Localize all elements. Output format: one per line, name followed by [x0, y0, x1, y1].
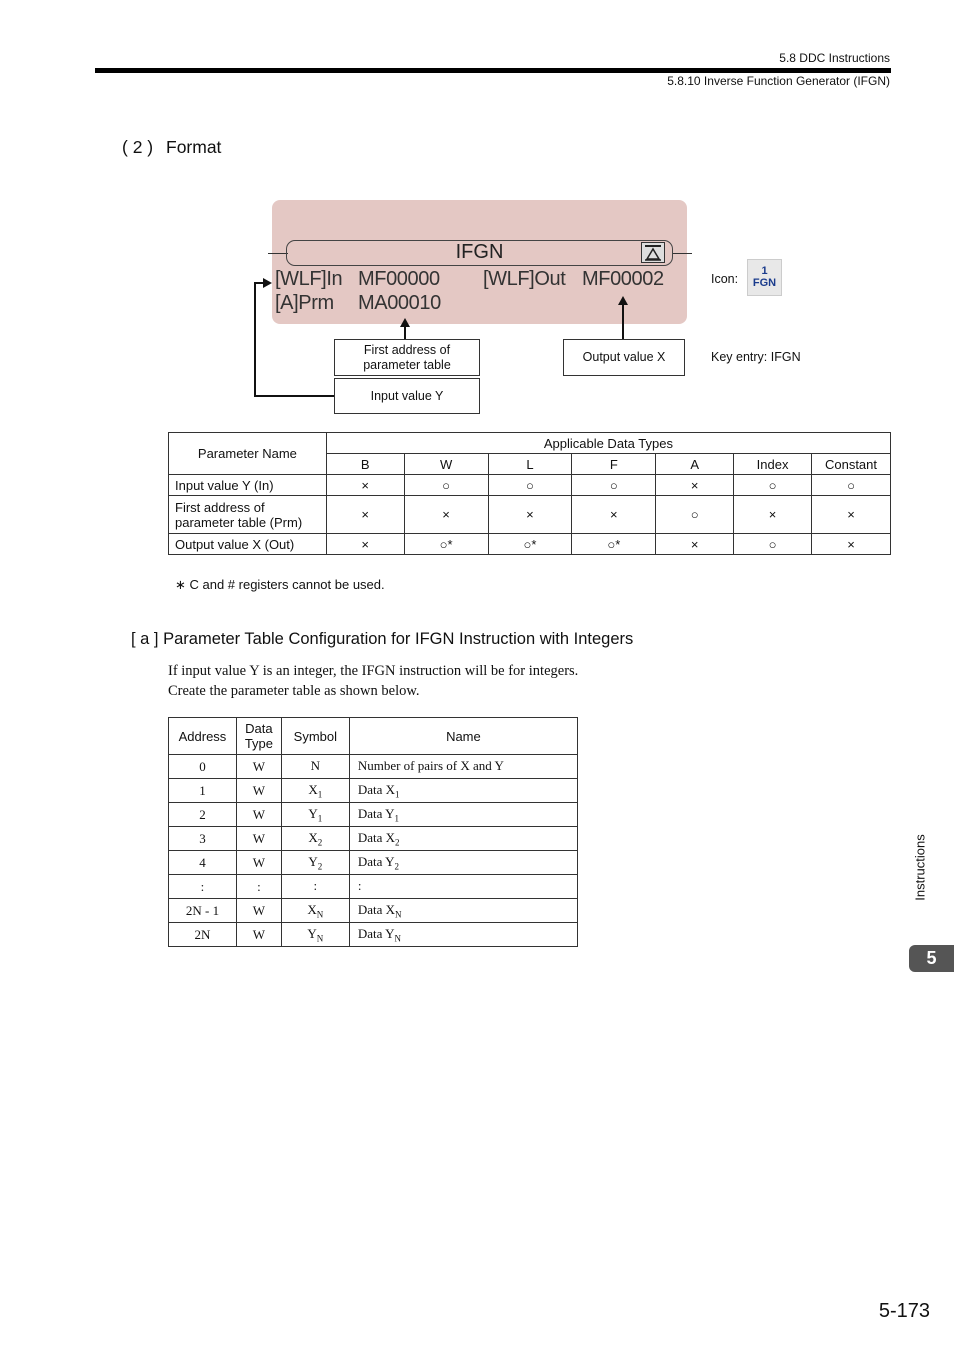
icon-label: Icon: — [711, 272, 739, 286]
col-header: L — [488, 454, 572, 475]
prm-value: MA00010 — [358, 292, 441, 314]
cell-text: W — [252, 758, 266, 774]
cell: ○* — [572, 534, 656, 555]
cell: × — [656, 534, 734, 555]
format-heading — [122, 137, 221, 158]
table-row — [169, 779, 578, 803]
address-cell — [169, 755, 237, 779]
table-row — [169, 534, 891, 555]
data-types-table — [168, 432, 891, 555]
address-cell — [169, 827, 237, 851]
address-cell — [169, 851, 237, 875]
cell-text: Data Y — [357, 925, 395, 941]
cell-text: X — [308, 781, 318, 797]
cell-text: W — [252, 926, 266, 942]
prm-arrow-line — [404, 326, 406, 339]
cell: × — [488, 496, 572, 534]
cell: ○ — [488, 475, 572, 496]
cell: × — [734, 496, 812, 534]
name-cell — [349, 899, 577, 923]
table-row — [169, 851, 578, 875]
subscript: 2 — [395, 837, 400, 848]
param-name-header: Parameter Name — [169, 433, 327, 475]
subscript: 2 — [317, 861, 323, 872]
in-value: MF00000 — [358, 268, 440, 290]
col-header: B — [326, 454, 404, 475]
header-rule — [95, 68, 891, 73]
cell: × — [656, 475, 734, 496]
cell-text: Y — [307, 925, 317, 941]
address-cell — [169, 899, 237, 923]
table-row — [169, 923, 578, 947]
fgn-icon-top: 1 — [761, 265, 768, 277]
symbol-cell — [281, 755, 349, 779]
name-cell — [349, 875, 577, 899]
cell: ○ — [734, 534, 812, 555]
out-value: MF00002 — [582, 268, 664, 290]
name-cell — [349, 803, 577, 827]
cell: × — [326, 475, 404, 496]
running-header-section: 5.8 DDC Instructions — [779, 51, 890, 65]
row-name: Output value X (Out) — [169, 534, 327, 555]
cell: × — [326, 496, 404, 534]
format-heading-title: Format — [166, 137, 222, 157]
cell-text: Y — [308, 805, 318, 821]
paragraph-line: Create the parameter table as shown below. — [168, 683, 420, 699]
fgn-icon-bottom: FGN — [752, 277, 777, 289]
name-cell — [349, 779, 577, 803]
cell: × — [326, 534, 404, 555]
cell-text: Number of pairs of X and Y — [357, 757, 504, 773]
cell-text: W — [252, 806, 266, 822]
table-row — [169, 755, 578, 779]
table-row — [169, 875, 578, 899]
col-header: A — [656, 454, 734, 475]
out-label: [WLF]Out — [483, 268, 566, 290]
cell-text: Data X — [357, 901, 395, 917]
cell-text: W — [252, 902, 266, 918]
chapter-tab: 5 — [909, 945, 954, 972]
out-callout-text: Output value X — [582, 350, 666, 364]
cell-text: Data Y — [357, 805, 395, 821]
cell: ○ — [404, 475, 488, 496]
data-type-cell — [236, 803, 281, 827]
side-tab — [905, 820, 935, 920]
subscript: N — [394, 933, 402, 944]
cell: ○ — [572, 475, 656, 496]
cell-text: : — [357, 877, 362, 893]
cell-text: N — [310, 757, 321, 773]
subscript: 1 — [394, 813, 400, 824]
table-row — [169, 803, 578, 827]
subscript: N — [316, 909, 324, 920]
data-type-cell — [236, 779, 281, 803]
trigger-icon — [641, 242, 665, 263]
data-type-cell — [236, 827, 281, 851]
name-cell — [349, 851, 577, 875]
prm-callout — [334, 339, 480, 376]
cell-text: : — [257, 878, 261, 894]
fgn-icon — [747, 259, 782, 296]
paragraph-line: If input value Y is an integer, the IFGN instruction will be for integers. — [168, 663, 579, 679]
out-callout — [563, 339, 685, 376]
format-heading-number: ( 2 ) — [122, 137, 154, 157]
cell: × — [812, 496, 891, 534]
key-entry: Key entry: IFGN — [711, 350, 801, 364]
cell: × — [404, 496, 488, 534]
footnote: ∗ C and # registers cannot be used. — [175, 577, 385, 592]
data-type-cell — [236, 755, 281, 779]
col-header: Index — [734, 454, 812, 475]
address-cell — [169, 875, 237, 899]
block-title: IFGN — [455, 241, 504, 263]
cell: × — [812, 534, 891, 555]
col-header: F — [572, 454, 656, 475]
header-data-type: Data Type — [236, 718, 281, 755]
data-type-cell — [236, 851, 281, 875]
in-arrow-horizontal — [254, 395, 334, 397]
cell-text: 4 — [199, 854, 206, 870]
cell: ○ — [656, 496, 734, 534]
cell-text: 2N - 1 — [185, 902, 220, 918]
symbol-cell — [281, 851, 349, 875]
header-address: Address — [169, 718, 237, 755]
cell-text: 2 — [199, 806, 206, 822]
cell-text: Y — [308, 853, 318, 869]
page-number: 5-173 — [878, 1300, 930, 1322]
cell-text: Data X — [357, 781, 395, 797]
subscript: N — [395, 909, 402, 920]
row-name: First address of parameter table (Prm) — [169, 496, 327, 534]
cell-text: W — [252, 854, 266, 870]
name-cell — [349, 755, 577, 779]
subscript: N — [316, 933, 324, 944]
header-symbol: Symbol — [281, 718, 349, 755]
cell-text: X — [307, 901, 317, 917]
cell-text: W — [252, 782, 266, 798]
name-cell — [349, 923, 577, 947]
col-header: W — [404, 454, 488, 475]
in-callout — [334, 378, 480, 414]
cell: ○ — [812, 475, 891, 496]
cell: ○* — [488, 534, 572, 555]
symbol-cell — [281, 875, 349, 899]
in-label: [WLF]In — [275, 268, 343, 290]
address-cell — [169, 923, 237, 947]
address-cell — [169, 779, 237, 803]
subscript: 1 — [317, 789, 323, 800]
name-cell — [349, 827, 577, 851]
out-arrow-line — [622, 304, 624, 339]
col-header: Constant — [812, 454, 891, 475]
cell-text: 2N — [194, 926, 211, 942]
subscript: 2 — [394, 861, 400, 872]
body-paragraph — [168, 661, 578, 701]
prm-label: [A]Prm — [275, 292, 334, 314]
cell-text: : — [200, 878, 205, 894]
symbol-cell — [281, 827, 349, 851]
subscript: 2 — [317, 837, 323, 848]
data-types-group-header: Applicable Data Types — [326, 433, 890, 454]
symbol-cell — [281, 923, 349, 947]
in-arrow-vertical — [254, 282, 256, 397]
cell-text: 3 — [199, 830, 206, 846]
in-arrow-head — [263, 278, 272, 288]
cell-text: W — [252, 830, 266, 846]
table-row — [169, 496, 891, 534]
cell: ○* — [404, 534, 488, 555]
cell-text: : — [313, 877, 318, 893]
symbol-cell — [281, 779, 349, 803]
subscript: 1 — [395, 789, 400, 800]
side-tab-label: Instructions — [912, 834, 928, 901]
cell: ○ — [734, 475, 812, 496]
table-row — [169, 475, 891, 496]
address-cell — [169, 803, 237, 827]
header-name: Name — [349, 718, 577, 755]
row-name: Input value Y (In) — [169, 475, 327, 496]
prm-callout-text: First address of parameter table — [363, 342, 451, 372]
running-header-subsection: 5.8.10 Inverse Function Generator (IFGN) — [667, 74, 890, 88]
subscript: 1 — [317, 813, 323, 824]
symbol-cell — [281, 899, 349, 923]
block-connector-left — [268, 253, 288, 254]
cell-text: Data X — [357, 829, 395, 845]
data-type-cell — [236, 875, 281, 899]
symbol-cell — [281, 803, 349, 827]
cell: × — [572, 496, 656, 534]
data-type-cell — [236, 899, 281, 923]
cell-text: Data Y — [357, 853, 395, 869]
cell-text: 1 — [199, 782, 206, 798]
block-connector-right — [672, 253, 692, 254]
table-row — [169, 827, 578, 851]
cell-text: 0 — [199, 758, 206, 774]
table-row — [169, 899, 578, 923]
subsection-heading: [ a ] Parameter Table Configuration for IFGN Instruction with Integers — [131, 630, 634, 648]
parameter-table — [168, 717, 578, 947]
data-type-cell — [236, 923, 281, 947]
in-callout-text: Input value Y — [370, 388, 444, 403]
cell-text: X — [308, 829, 318, 845]
